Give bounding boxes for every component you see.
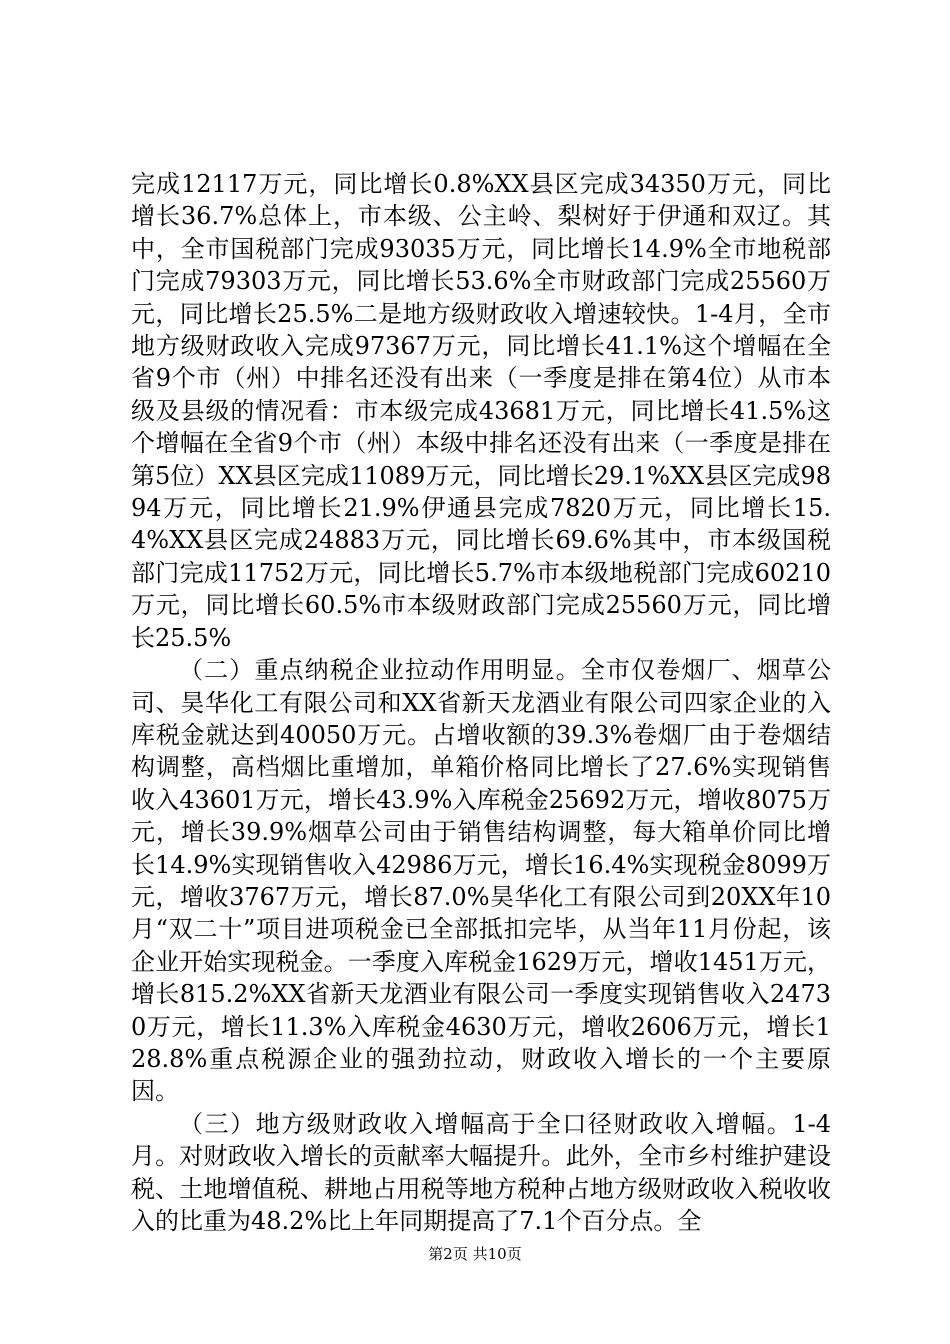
paragraph-key-taxpayers: （二）重点纳税企业拉动作用明显。全市仅卷烟厂、烟草公司、昊华化工有限公司和XX省新天龙酒业有限公司四家企业的入库税金就达到40050万元。占增收额的39.3%卷烟厂由于卷烟结构调整，高档烟比重增加，单箱价格同比增长了27.6%实现销售收入43601万元，增长43.9%入库税金25692万元，增收8075万元，增长39.9%烟草公司由于销售结构调整，每大箱单价同比增长14.9%实现销售收入42986万元，增长16.4%实现税金8099万元，增收3767万元，增长87.0%昊华化工有限公司到20XX年10月“双二十”项目进项税金已全部抵扣完毕，从当年11月份起，该企业开始实现税金。一季度入库税金1629万元，增收1451万元，增长815.2%XX省新天龙酒业有限公司一季度实现销售收入24730万元，增长11.3%入库税金4630万元，增收2606万元，增长128.8%重点税源企业的强劲拉动，财政收入增长的一个主要原因。 [131, 656, 831, 1106]
page-number-footer: 第2页 共10页 [428, 1245, 522, 1263]
paragraph-local-revenue-growth: （三）地方级财政收入增幅高于全口径财政收入增幅。1-4月。对财政收入增长的贡献率大幅提升。此外，全市乡村维护建设税、土地增值税、耕地占用税等地方税种占地方级财政收入税收收入的比重为48.2%比上年同期提高了7.1个百分点。全 [131, 1109, 831, 1235]
paragraph-revenue-summary: 完成12117万元，同比增长0.8%XX县区完成34350万元，同比增长36.7%总体上，市本级、公主岭、梨树好于伊通和双辽。其中，全市国税部门完成93035万元，同比增长14.9%全市地税部门完成79303万元，同比增长53.6%全市财政部门完成25560万元，同比增长25.5%二是地方级财政收入增速较快。1-4月，全市地方级财政收入完成97367万元，同比增长41.1%这个增幅在全省9个市（州）中排名还没有出来（一季度是排在第4位）从市本级及县级的情况看：市本级完成43681万元，同比增长41.5%这个增幅在全省9个市（州）本级中排名还没有出来（一季度是排在第5位）XX县区完成11089万元，同比增长29.1%XX县区完成9894万元，同比增长21.9%伊通县完成7820万元，同比增长15.4%XX县区完成24883万元，同比增长69.6%其中，市本级国税部门完成11752万元，同比增长5.7%市本级地税部门完成60210万元，同比增长60.5%市本级财政部门完成25560万元，同比增长25.5% [131, 170, 831, 652]
body-text [131, 168, 831, 1237]
